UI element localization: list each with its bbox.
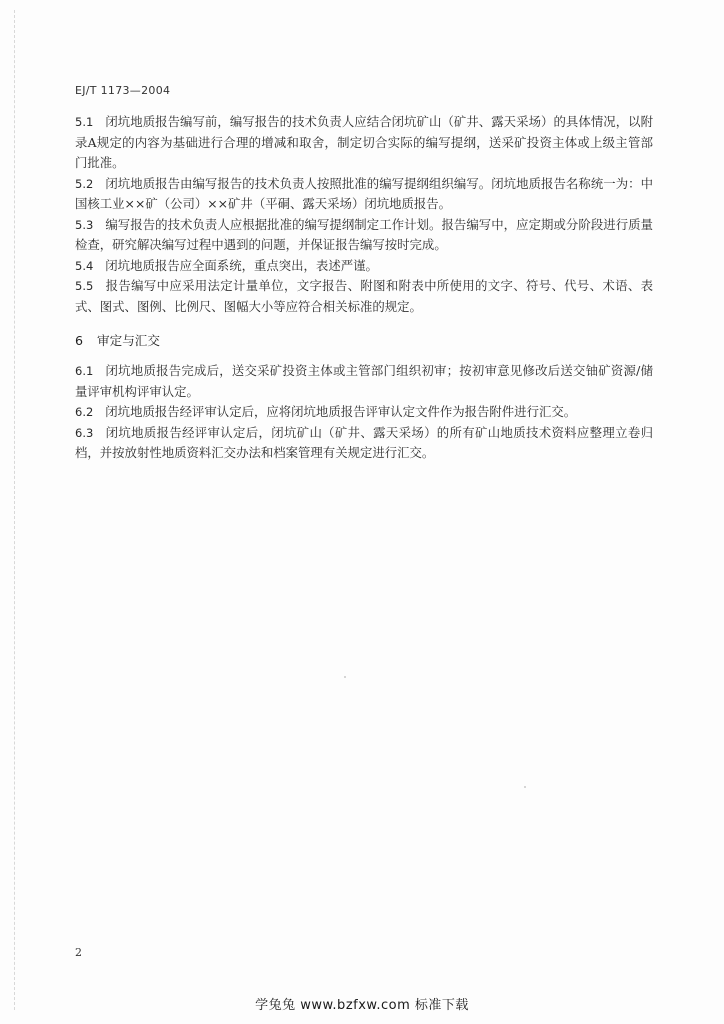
document-body (75, 112, 653, 464)
clause-6-1 (75, 361, 653, 402)
clause-6-3 (75, 423, 653, 464)
section-number: 6 (75, 333, 84, 348)
clause-text: 闭坑地质报告由编写报告的技术负责人按照批准的编写提纲组织编写。闭坑地质报告名称统一为：中国核工业××矿（公司）××矿井（平硐、露天采场）闭坑地质报告。 (75, 175, 653, 211)
clause-5-5 (75, 276, 653, 317)
clause-number: 5.1 (75, 115, 94, 129)
clause-number: 5.2 (75, 176, 94, 191)
clause-number: 6.3 (75, 425, 94, 440)
clause-number: 6.1 (75, 364, 94, 378)
clause-5-4 (75, 256, 653, 277)
standard-code: EJ/T 1173—2004 (75, 84, 171, 97)
clause-number: 5.3 (75, 217, 94, 232)
scan-margin-line (14, 10, 15, 1010)
section-title: 审定与汇交 (97, 333, 160, 348)
clause-text: 闭坑地质报告经评审认定后，应将闭坑地质报告评审认定文件作为报告附件进行汇交。 (105, 404, 577, 419)
scan-speck (524, 786, 526, 788)
clause-number: 6.2 (75, 405, 94, 419)
clause-text: 闭坑地质报告完成后，送交采矿投资主体或主管部门组织初审；按初审意见修改后送交铀矿资源/储量评审机构评审认定。 (75, 363, 653, 399)
clause-text: 闭坑地质报告经评审认定后，闭坑矿山（矿井、露天采场）的所有矿山地质技术资料应整理立卷归档，并按放射性地质资料汇交办法和档案管理有关规定进行汇交。 (75, 424, 653, 460)
section-heading-6 (75, 331, 653, 351)
clause-text: 闭坑地质报告应全面系统，重点突出，表述严谨。 (105, 257, 378, 273)
site-watermark: 学兔兔 www.bzfxw.com 标准下载 (255, 998, 469, 1013)
clause-5-3 (75, 215, 653, 256)
clause-6-2 (75, 402, 653, 423)
clause-text: 闭坑地质报告编写前，编写报告的技术负责人应结合闭坑矿山（矿井、露天采场）的具体情况，以附录A规定的内容为基础进行合理的增减和取舍，制定切合实际的编写提纲，送采矿投资主体或上级主管部门批准。 (75, 114, 653, 170)
clause-number: 5.4 (75, 258, 94, 273)
clause-5-2 (75, 174, 653, 215)
clause-number: 5.5 (75, 279, 94, 293)
page-number: 2 (75, 946, 82, 959)
clause-5-1 (75, 112, 653, 174)
scan-speck (344, 676, 346, 678)
clause-text: 编写报告的技术负责人应根据批准的编写提纲制定工作计划。报告编写中，应定期或分阶段进行质量检查，研究解决编写过程中遇到的问题，并保证报告编写按时完成。 (75, 216, 653, 252)
clause-text: 报告编写中应采用法定计量单位，文字报告、附图和附表中所使用的文字、符号、代号、术语、表式、图式、图例、比例尺、图幅大小等应符合相关标准的规定。 (75, 278, 653, 314)
